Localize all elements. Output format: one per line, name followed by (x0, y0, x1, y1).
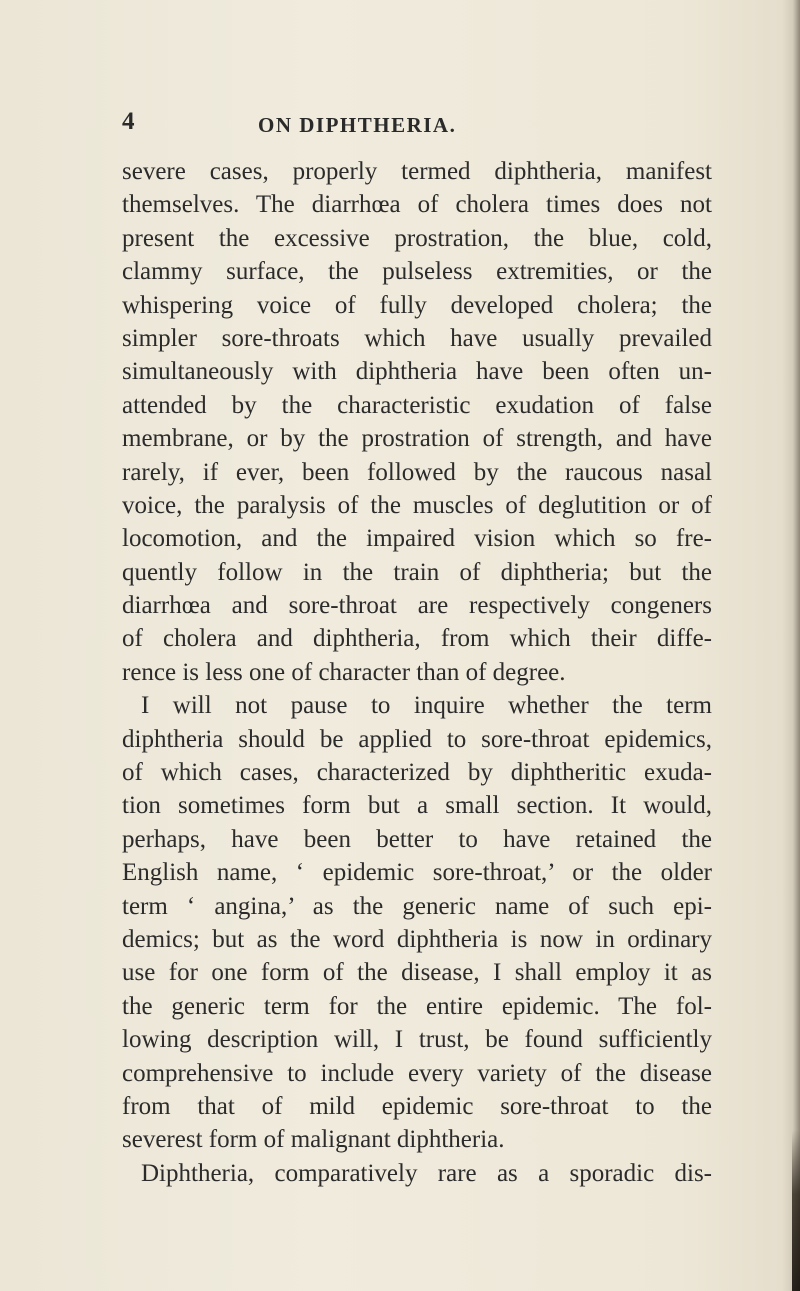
text-line: lowing description will, I trust, be found sufficiently (122, 1026, 712, 1054)
text-line: perhaps, have been better to have retained the (122, 825, 712, 853)
text-line: severest form of malignant diphtheria. (122, 1126, 505, 1154)
text-line: diarrhœa and sore-throat are respectively congeners (122, 592, 712, 620)
page-edge-shadow (782, 0, 800, 1291)
text-line: simultaneously with diphtheria have been often un- (122, 358, 712, 386)
text-line: present the excessive prostration, the blue, cold, (122, 224, 712, 252)
text-line: whispering voice of fully developed cholera; the (122, 291, 712, 319)
text-line: themselves. The diarrhœa of cholera times does not (122, 191, 712, 219)
text-line: simpler sore-throats which have usually prevailed (122, 324, 712, 352)
text-line: demics; but as the word diphtheria is now in ordinary (122, 925, 712, 953)
body-text (122, 155, 712, 1190)
text-line: from that of mild epidemic sore-throat to the (122, 1092, 712, 1120)
text-line: quently follow in the train of diphtheria; but the (122, 558, 712, 586)
text-line: I will not pause to inquire whether the term (141, 692, 712, 720)
text-line: term ‘ angina,’ as the generic name of such epi- (122, 892, 712, 920)
text-line: severe cases, properly termed diphtheria, manifest (122, 158, 712, 185)
text-line: diphtheria should be applied to sore-throat epidemics, (122, 725, 712, 753)
text-line: attended by the characteristic exudation of false (122, 391, 712, 419)
text-line: rence is less one of character than of degree. (122, 658, 566, 686)
text-line: rarely, if ever, been followed by the raucous nasal (122, 458, 712, 486)
page-number: 4 (122, 108, 135, 135)
text-line: membrane, or by the prostration of strength, and have (122, 425, 712, 453)
text-line: Diphtheria, comparatively rare as a sporadic dis- (141, 1159, 712, 1187)
text-line: clammy surface, the pulseless extremities, or the (122, 258, 712, 286)
text-line: of cholera and diphtheria, from which their diffe- (122, 625, 712, 653)
page-binding-shadow (792, 1130, 800, 1291)
text-line: of which cases, characterized by diphtheritic exuda- (122, 759, 712, 787)
text-line: English name, ‘ epidemic sore-throat,’ or the older (122, 859, 712, 887)
text-line: comprehensive to include every variety of the disease (122, 1059, 712, 1087)
text-line: locomotion, and the impaired vision which so fre- (122, 525, 712, 553)
text-line: use for one form of the disease, I shall employ it as (122, 959, 712, 987)
text-line: the generic term for the entire epidemic. The fol- (122, 992, 712, 1020)
running-title: ON DIPHTHERIA. (258, 113, 457, 137)
text-line: voice, the paralysis of the muscles of deglutition or of (122, 491, 712, 519)
text-line: tion sometimes form but a small section. It would, (122, 792, 712, 820)
